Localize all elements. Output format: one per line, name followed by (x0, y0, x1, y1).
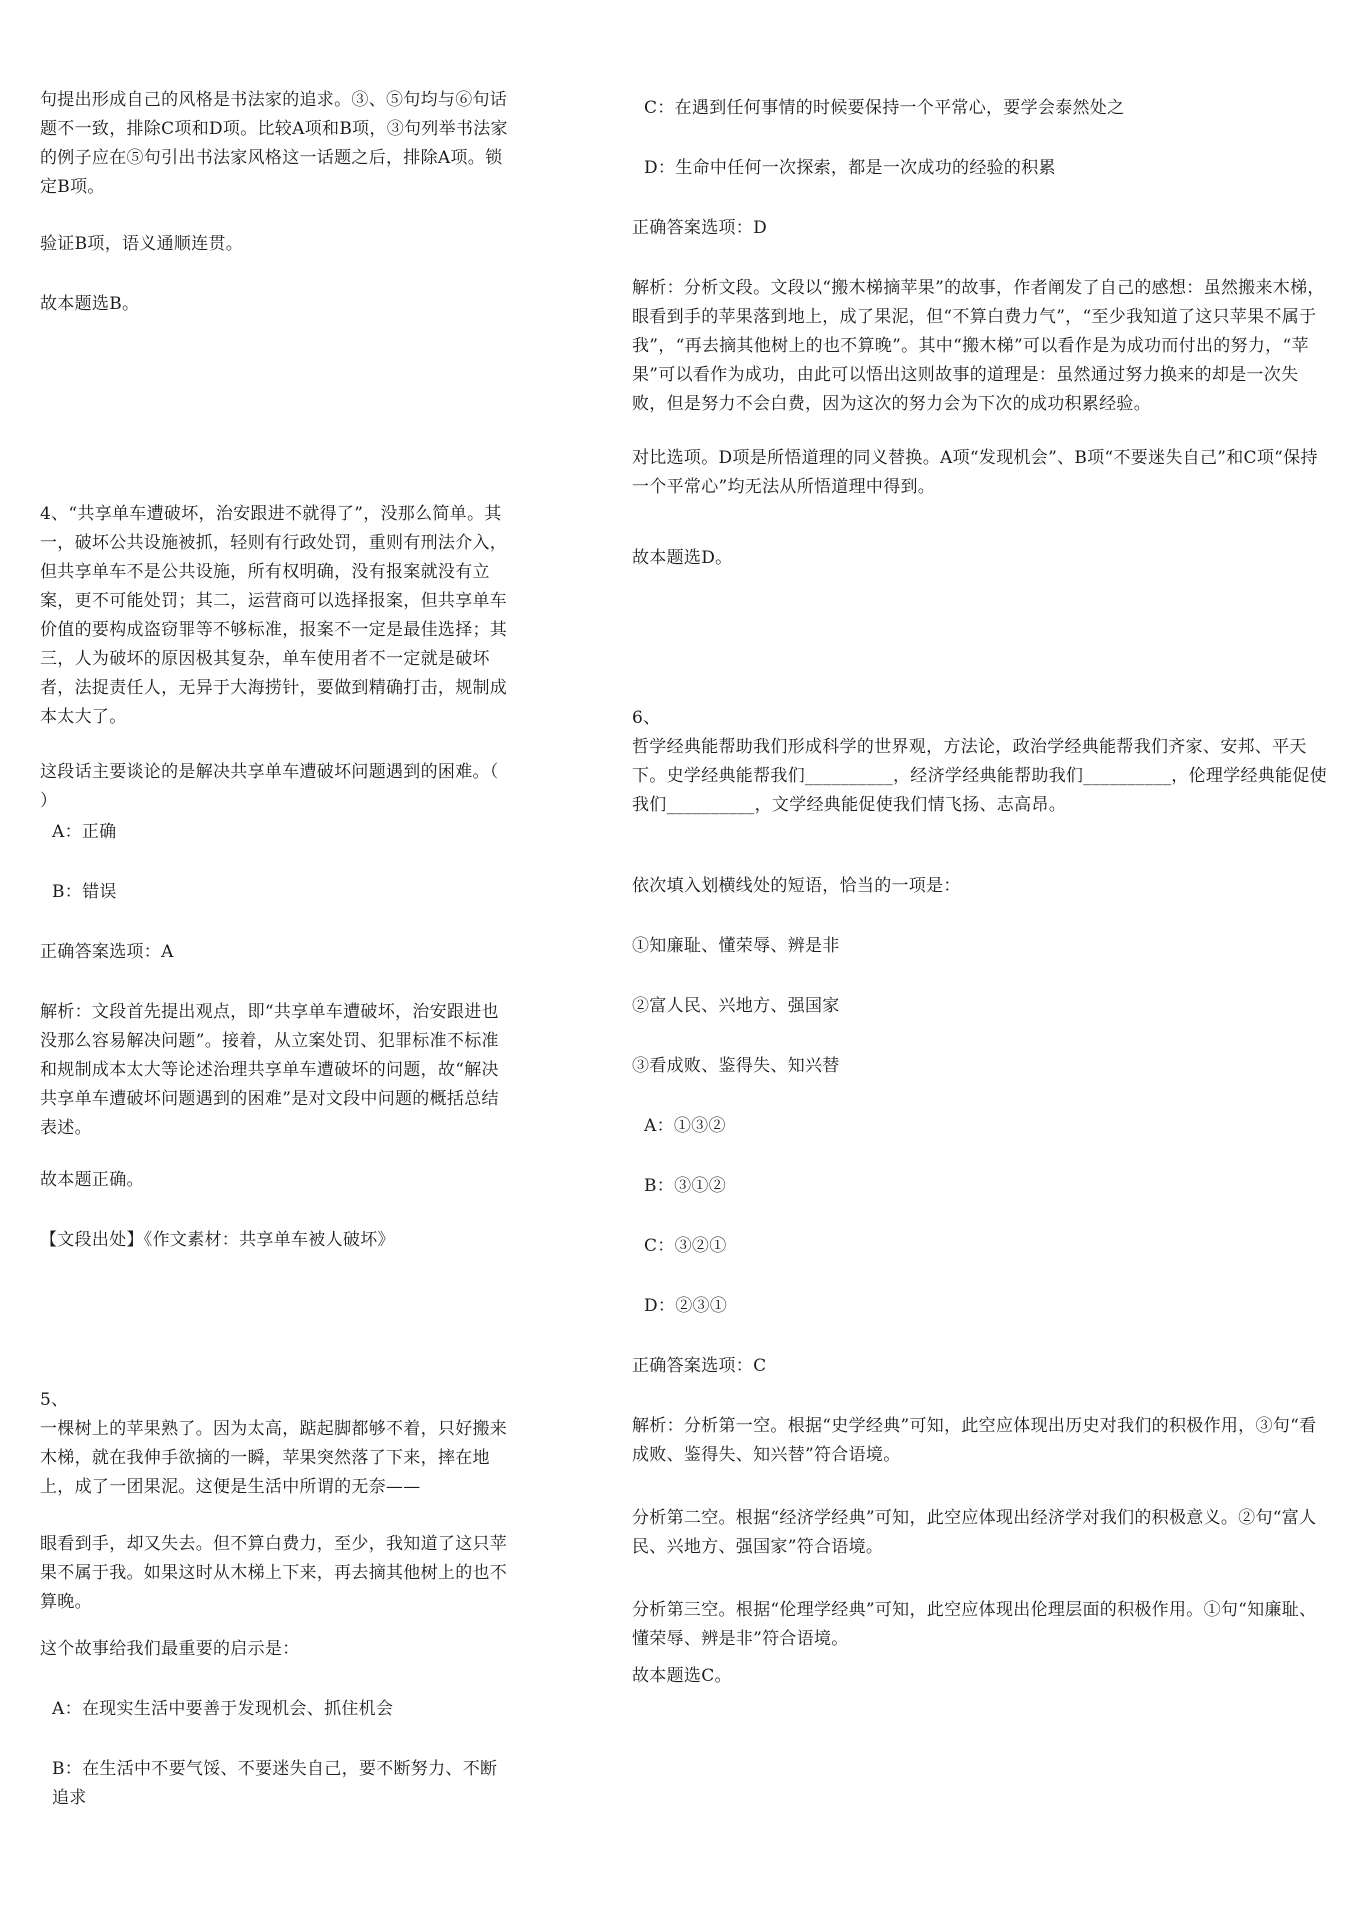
q5-option-c: C：在遇到任何事情的时候要保持一个平常心，要学会泰然处之 (644, 98, 1125, 118)
q6-analysis-2: 分析第二空。根据“经济学经典”可知，此空应体现出经济学对我们的积极意义。②句“富人民、兴地方、强国家”符合语境。 (632, 1508, 1317, 1557)
q6-analysis-3: 分析第三空。根据“伦理学经典”可知，此空应体现出伦理层面的积极作用。①句“知廉耻、懂荣辱、辨是非”符合语境。 (632, 1600, 1317, 1649)
q5-option-a: A：在现实生活中要善于发现机会、抓住机会 (52, 1699, 394, 1719)
q6-option-d: D：②③① (644, 1296, 728, 1316)
q6-item-2: ②富人民、兴地方、强国家 (632, 996, 840, 1016)
q6-answer: 正确答案选项：C (632, 1356, 767, 1376)
q5-question: 这个故事给我们最重要的启示是： (40, 1639, 300, 1659)
q4-analysis: 解析：文段首先提出观点，即“共享单车遭破坏，治安跟进也没那么容易解决问题”。接着，从立案处罚、犯罪标准不标准和规制成本太大等论述治理共享单车遭破坏的问题，故“解决共享单车遭破坏问题遇到的困难”是对文段中问题的概括总结表述。 (40, 1002, 499, 1138)
q4-conclusion: 故本题正确。 (40, 1170, 144, 1190)
q4-question: 这段话主要谈论的是解决共享单车遭破坏问题遇到的困难。（ ） (40, 762, 511, 811)
q4-source: 【文段出处】《作文素材：共享单车被人破坏》 (40, 1230, 395, 1250)
q6-question: 依次填入划横线处的短语，恰当的一项是： (632, 876, 961, 896)
q6-option-a: A：①③② (644, 1116, 726, 1136)
q4-answer: 正确答案选项：A (40, 942, 174, 962)
q6-conclusion: 故本题选C。 (632, 1666, 732, 1686)
q5-stem-part2: 眼看到手，却又失去。但不算白费力，至少，我知道了这只苹果不属于我。如果这时从木梯上下来，再去摘其他树上的也不算晚。 (40, 1534, 508, 1612)
q6-item-1: ①知廉耻、懂荣辱、辨是非 (632, 936, 840, 956)
q3-explanation: 句提出形成自己的风格是书法家的追求。③、⑤句均与⑥句话题不一致，排除C项和D项。比较A项和B项，③句列举书法家的例子应在⑤句引出书法家风格这一话题之后，排除A项。锁定B项。 (40, 90, 508, 197)
q5-option-b: B：在生活中不要气馁、不要迷失自己，要不断努力、不断追求 (52, 1759, 498, 1808)
q6-option-c: C：③②① (644, 1236, 727, 1256)
q6-number: 6、 (632, 708, 661, 728)
q5-compare: 对比选项。D项是所悟道理的同义替换。A项“发现机会”、B项“不要迷失自己”和C项“保持一个平常心”均无法从所悟道理中得到。 (632, 448, 1318, 497)
q6-item-3: ③看成败、鉴得失、知兴替 (632, 1056, 840, 1076)
q6-analysis-1: 解析：分析第一空。根据“史学经典”可知，此空应体现出历史对我们的积极作用，③句“看成败、鉴得失、知兴替”符合语境。 (632, 1416, 1317, 1465)
q5-conclusion: 故本题选D。 (632, 548, 733, 568)
q5-stem-part1: 一棵树上的苹果熟了。因为太高，踮起脚都够不着，只好搬来木梯，就在我伸手欲摘的一瞬，苹果突然落了下来，摔在地上，成了一团果泥。这便是生活中所谓的无奈—— (40, 1419, 508, 1497)
q6-stem: 哲学经典能帮助我们形成科学的世界观，方法论，政治学经典能帮我们齐家、安邦、平天下。史学经典能帮我们__________，经济学经典能帮助我们__________，伦理学经典能促使我们__________，文学经典能促使我们情飞扬、志高昂。 (632, 737, 1327, 815)
q5-answer: 正确答案选项：D (632, 218, 768, 238)
q4-option-a: A：正确 (52, 822, 117, 842)
q4-option-b: B：错误 (52, 882, 117, 902)
q3-conclusion: 故本题选B。 (40, 294, 140, 314)
q4-stem: 4、“共享单车遭破坏，治安跟进不就得了”，没那么简单。其一，破坏公共设施被抓，轻则有行政处罚，重则有刑法介入，但共享单车不是公共设施，所有权明确，没有报案就没有立案，更不可能处罚；其二，运营商可以选择报案，但共享单车价值的要构成盗窃罪等不够标准，报案不一定是最佳选择；其三，人为破坏的原因极其复杂，单车使用者不一定就是破坏者，法捉责任人，无异于大海捞针，要做到精确打击，规制成本太大了。 (40, 504, 508, 727)
q3-verify: 验证B项，语义通顺连贯。 (40, 234, 244, 254)
q5-option-d: D：生命中任何一次探索，都是一次成功的经验的积累 (644, 158, 1056, 178)
q6-option-b: B：③①② (644, 1176, 726, 1196)
q5-analysis: 解析：分析文段。文段以“搬木梯摘苹果”的故事，作者阐发了自己的感想：虽然搬来木梯，眼看到手的苹果落到地上，成了果泥，但“不算白费力气”，“至少我知道了这只苹果不属于我”，“再去摘其他树上的也不算晚”。其中“搬木梯”可以看作是为成功而付出的努力，“苹果”可以看作为成功，由此可以悟出这则故事的道理是：虽然通过努力换来的却是一次失败，但是努力不会白费，因为这次的努力会为下次的成功积累经验。 (632, 278, 1325, 414)
q5-number: 5、 (40, 1390, 69, 1410)
